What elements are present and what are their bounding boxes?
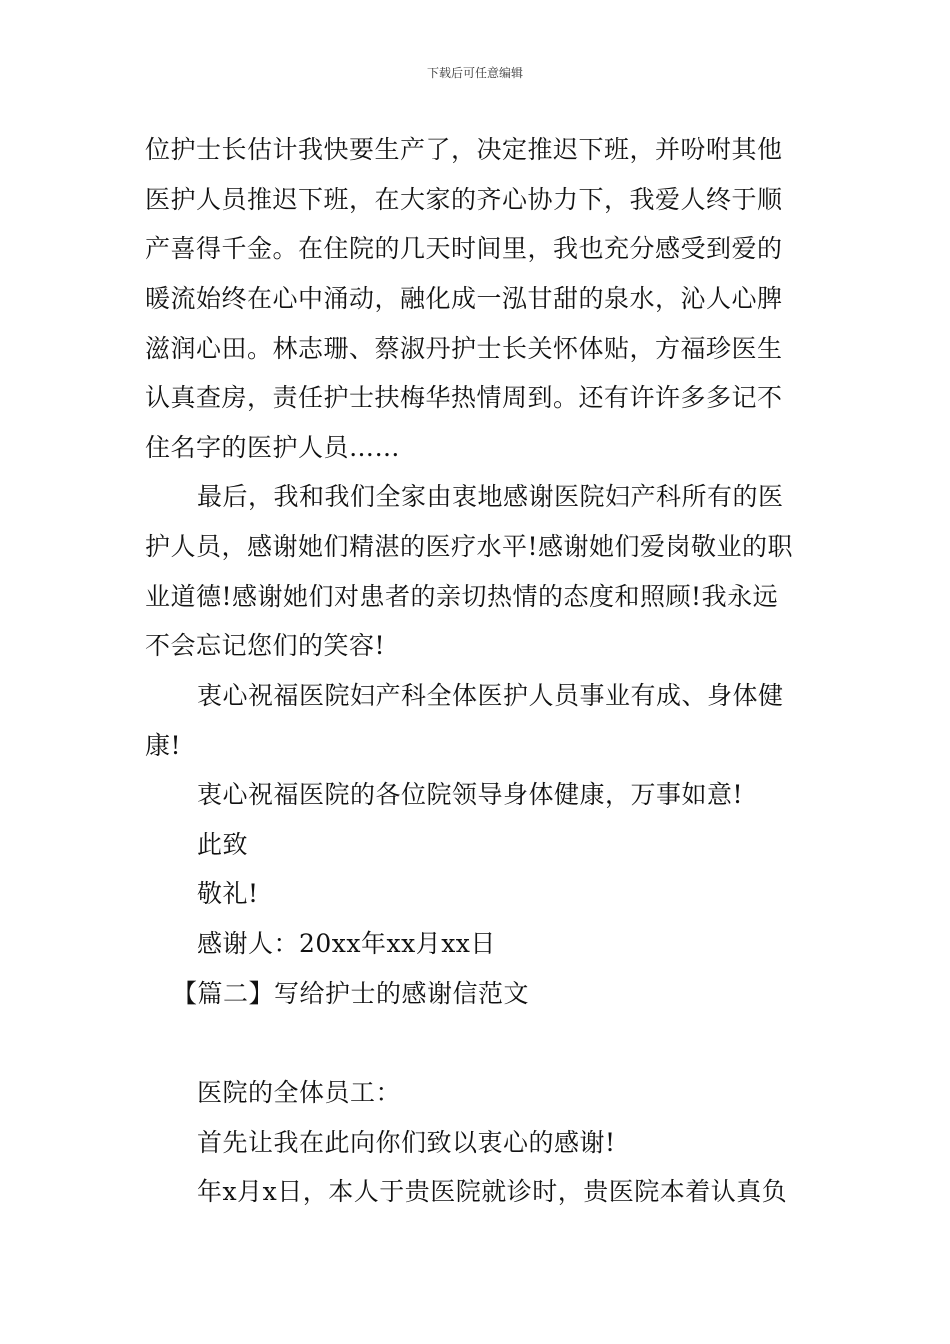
body-line-20: 首先让我在此向你们致以衷心的感谢! bbox=[197, 1128, 616, 1157]
body-line-12: 衷心祝福医院妇产科全体医护人员事业有成、身体健 bbox=[197, 681, 784, 710]
body-line-9: 护人员，感谢她们精湛的医疗水平!感谢她们爱岗敬业的职 bbox=[145, 532, 794, 561]
body-line-8: 最后，我和我们全家由衷地感谢医院妇产科所有的医 bbox=[197, 482, 784, 511]
body-line-11: 不会忘记您们的笑容! bbox=[145, 631, 386, 660]
body-line-5: 滋润心田。林志珊、蔡淑丹护士长关怀体贴，方福珍医生 bbox=[145, 334, 783, 363]
body-line-2: 医护人员推迟下班，在大家的齐心协力下，我爱人终于顺 bbox=[145, 185, 783, 214]
section-heading: 【篇二】写给护士的感谢信范文 bbox=[172, 979, 530, 1008]
signature-line: 感谢人：20xx年xx月xx日 bbox=[197, 929, 496, 958]
addressee-line: 医院的全体员工： bbox=[197, 1078, 402, 1107]
body-line-21: 年x月x日，本人于贵医院就诊时，贵医院本着认真负 bbox=[197, 1177, 788, 1206]
body-line-4: 暖流始终在心中涌动，融化成一泓甘甜的泉水，沁人心脾 bbox=[145, 284, 783, 313]
body-line-6: 认真查房，责任护士扶梅华热情周到。还有许许多多记不 bbox=[145, 383, 783, 412]
body-line-14: 衷心祝福医院的各位院领导身体健康，万事如意! bbox=[197, 780, 744, 809]
body-line-1: 位护士长估计我快要生产了，决定推迟下班，并吩咐其他 bbox=[145, 135, 783, 164]
closing-regards: 敬礼! bbox=[197, 879, 259, 908]
body-line-7: 住名字的医护人员…… bbox=[145, 433, 401, 462]
body-line-13: 康! bbox=[145, 731, 182, 760]
page-header: 下载后可任意编辑 bbox=[426, 66, 523, 80]
closing-salutation: 此致 bbox=[197, 830, 249, 859]
body-line-3: 产喜得千金。在住院的几天时间里，我也充分感受到爱的 bbox=[145, 234, 783, 263]
body-line-10: 业道德!感谢她们对患者的亲切热情的态度和照顾!我永远 bbox=[145, 582, 779, 611]
